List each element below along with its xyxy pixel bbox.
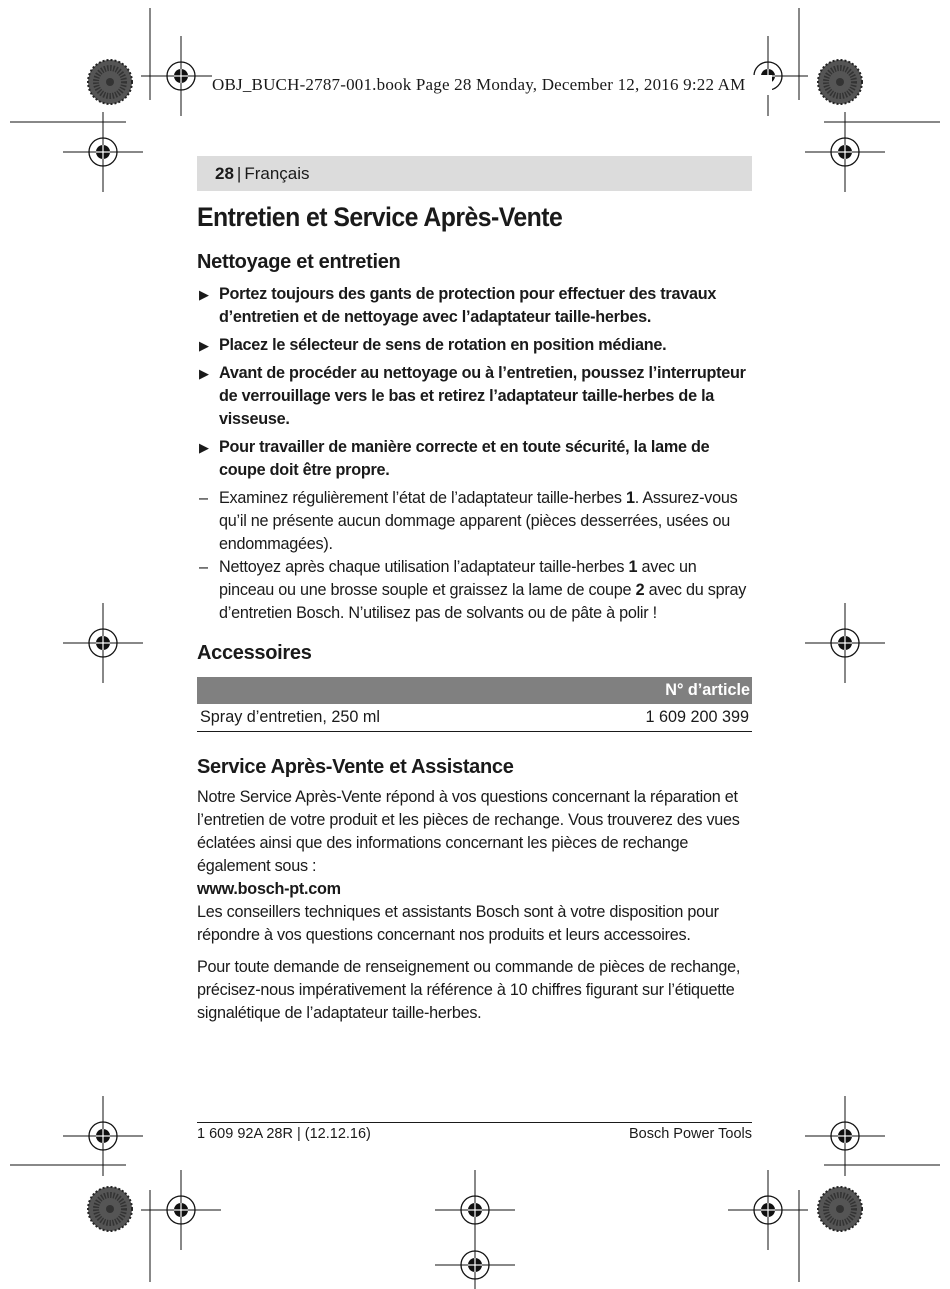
warning-item: ▶ Portez toujours des gants de protection pour effectuer des travaux d’entretien et de nettoyage avec l’adaptateur taille-herbes. bbox=[199, 285, 717, 326]
page-number: 28 bbox=[215, 163, 234, 183]
website-link[interactable]: www.bosch-pt.com bbox=[197, 880, 341, 898]
cleaning-heading: Nettoyage et entretien bbox=[197, 251, 401, 273]
service-paragraph: Notre Service Après-Vente répond à vos questions concernant la réparation et l’entretien de votre produit et les pièces de rechange. Vous trouverez des vues éclatées ainsi que des informations concernant les pièces de rechange également sous : www.bosch-pt.com Les conseillers techniques et assistants Bosch sont à votre disposition pour répondre à vos questions concernant nos produits et leurs accessoires. bbox=[197, 786, 752, 947]
page-content bbox=[197, 197, 752, 1025]
service-paragraph-order: Pour toute demande de renseignement ou commande de pièces de rechange, précisez-nous impérativement la référence à 10 chiffres figurant sur l’étiquette signalétique de l’adaptateur taille-herbes. bbox=[197, 958, 741, 1022]
accessories-heading: Accessoires bbox=[197, 642, 312, 664]
header-separator: | bbox=[236, 163, 242, 183]
triangle-bullet-icon: ▶ bbox=[199, 366, 209, 381]
warning-item: ▶ Placez le sélecteur de sens de rotation en position médiane. bbox=[197, 334, 752, 357]
step-item: – Examinez régulièrement l’état de l’adaptateur taille-herbes 1. Assurez-vous qu’il ne présente aucun dommage apparent (pièces desserrées, usées ou endommagées). bbox=[199, 489, 738, 553]
language-label: Français bbox=[244, 163, 310, 183]
accessories-table bbox=[197, 677, 752, 732]
warning-list bbox=[197, 283, 752, 482]
page-header bbox=[197, 156, 752, 191]
article-number-header: N° d’article bbox=[197, 677, 752, 704]
footer-brand: Bosch Power Tools bbox=[628, 1126, 752, 1142]
maintenance-steps bbox=[197, 487, 752, 625]
page-title: Entretien et Service Après-Vente bbox=[197, 202, 563, 232]
print-slug: OBJ_BUCH-2787-001.book Page 28 Monday, December 12, 2016 9:22 AM bbox=[212, 75, 772, 95]
footer-divider bbox=[197, 1122, 752, 1123]
warning-item: ▶ Avant de procéder au nettoyage ou à l’entretien, poussez l’interrupteur de verrouillage vers le bas et retirez l’adaptateur taille-herbes de la visseuse. bbox=[199, 364, 746, 428]
warning-item: ▶ Pour travailler de manière correcte et en toute sécurité, la lame de coupe doit être propre. bbox=[199, 438, 710, 479]
step-item: – Nettoyez après chaque utilisation l’adaptateur taille-herbes 1 avec un pinceau ou une brosse souple et graissez la lame de coupe 2 avec du spray d’entretien Bosch. N’utilisez pas de solvants ou de pâte à polir ! bbox=[199, 558, 747, 622]
accessory-name: Spray d’entretien, 250 ml bbox=[197, 704, 546, 732]
dash-bullet-icon: – bbox=[199, 489, 208, 507]
triangle-bullet-icon: ▶ bbox=[199, 287, 209, 302]
table-row bbox=[197, 704, 752, 732]
accessory-number: 1 609 200 399 bbox=[546, 704, 752, 732]
service-heading: Service Après-Vente et Assistance bbox=[197, 756, 514, 778]
dash-bullet-icon: – bbox=[199, 558, 208, 576]
triangle-bullet-icon: ▶ bbox=[199, 440, 209, 455]
triangle-bullet-icon: ▶ bbox=[199, 338, 209, 353]
footer-reference: 1 609 92A 28R | (12.12.16) bbox=[197, 1126, 371, 1142]
